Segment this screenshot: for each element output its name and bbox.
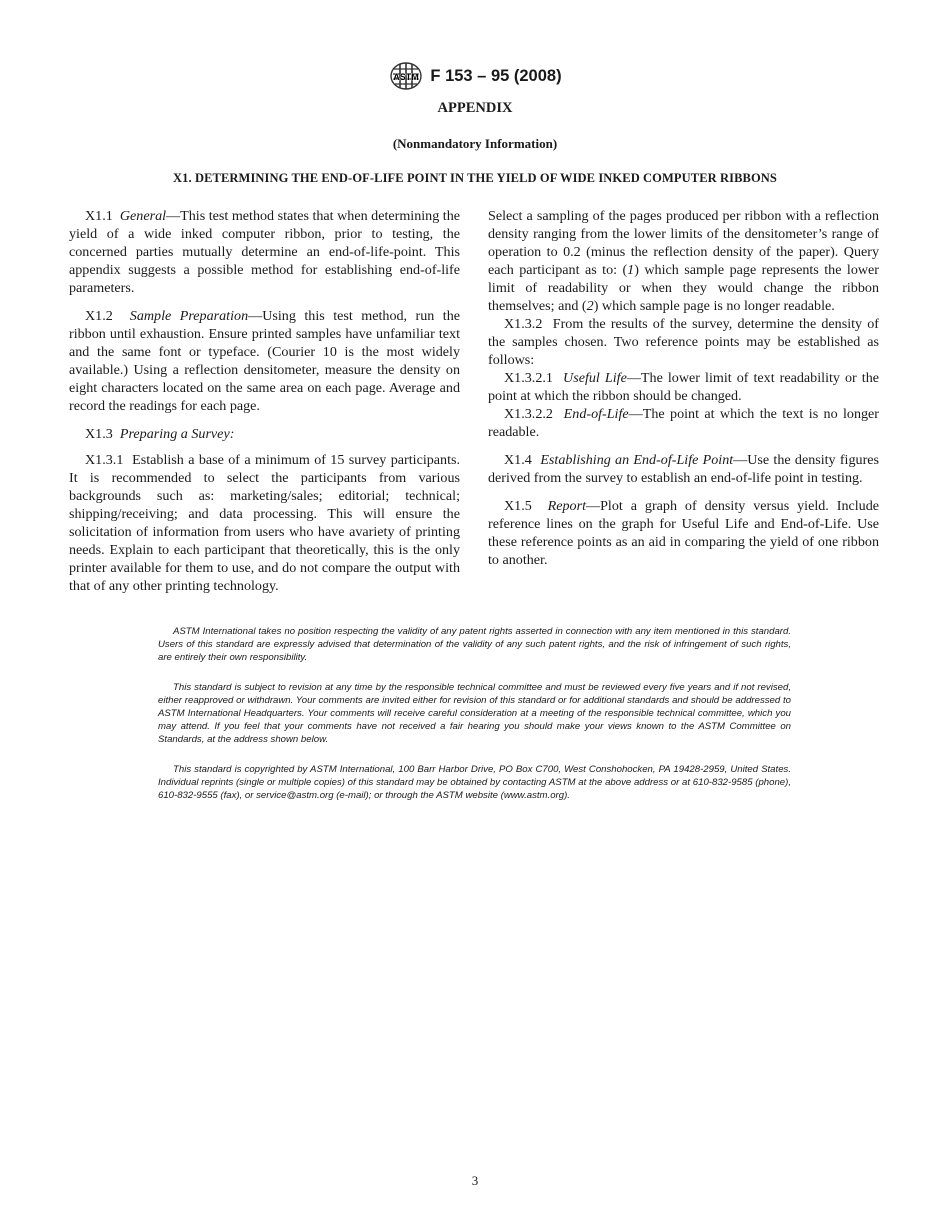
left-column	[69, 207, 460, 595]
paragraph-x1-3: X1.3 Preparing a Survey:	[85, 426, 235, 442]
paragraph-x1-3-2-1: X1.3.2.1 Useful Life—The lower limit of text readability or the point at which the ribbon should be changed.	[488, 370, 880, 404]
paragraph-x1-3-1-continued: Select a sampling of the pages produced per ribbon with a reflection density ranging from the lower limits of the densitometer’s range of operation to 0.2 (minus the reflection density of the paper). Query each participant as to: (1) which sample page represents the lower limit of readability or when they would change the ribbon themselves; and (2) which sample page is no longer readable.	[488, 208, 879, 314]
astm-logo-icon	[388, 60, 424, 92]
footer-notices	[158, 625, 791, 819]
standard-designation: F 153 – 95 (2008)	[430, 66, 562, 85]
patent-notice: ASTM International takes no position respecting the validity of any patent rights asserted in connection with any item mentioned in this standard. Users of this standard are expressly advised that determination of the validity of any such patent rights, and the risk of infringement of such rights, are entirely their own responsibility.	[158, 626, 791, 663]
page-number: 3	[471, 1173, 479, 1188]
paragraph-x1-3-2: X1.3.2 From the results of the survey, determine the density of the samples chosen. Two reference points may be established as follows:	[488, 316, 880, 368]
appendix-title: APPENDIX	[437, 100, 513, 116]
paragraph-x1-3-2-2: X1.3.2.2 End-of-Life—The point at which the text is no longer readable.	[488, 406, 879, 440]
document-header	[0, 60, 950, 97]
revision-notice: This standard is subject to revision at any time by the responsible technical committee and must be reviewed every five years and if not revised, either reapproved or withdrawn. Your comments are invited either for revision of this standard or for additional standards and should be addressed to ASTM International Headquarters. Your comments will receive careful consideration at a meeting of the responsible technical committee, which you may attend. If you feel that your comments have not received a fair hearing you should make your views known to the ASTM Committee on Standards, at the address shown below.	[158, 682, 791, 745]
svg-text:ASTM: ASTM	[393, 72, 420, 82]
appendix-subtitle: (Nonmandatory Information)	[392, 136, 558, 151]
section-title: X1. DETERMINING THE END-OF-LIFE POINT IN THE YIELD OF WIDE INKED COMPUTER RIBBONS	[173, 171, 777, 185]
paragraph-x1-1: X1.1 General—This test method states that when determining the yield of a wide inked computer ribbon, prior to testing, the concerned parties mutually determine an end-of-life-point. This appendix suggests a possible method for establishing end-of-life parameters.	[69, 208, 461, 296]
right-column	[488, 207, 879, 569]
paragraph-x1-5: X1.5 Report—Plot a graph of density versus yield. Include reference lines on the graph for Useful Life and End-of-Life. Use these reference points as an aid in comparing the yield of one ribbon to another.	[488, 498, 880, 568]
paragraph-x1-3-1: X1.3.1 Establish a base of a minimum of 15 survey participants. It is recommended to select the participants from various backgrounds such as: marketing/sales; editorial; technical; shipping/receiving; and data processing. This will ensure the solicitation of information from users who have avariety of printing needs. Explain to each participant that theoretically, this is the only printer available for them to use, and do not compare the output with that of any other printing technology.	[69, 452, 461, 594]
paragraph-x1-2: X1.2 Sample Preparation—Using this test method, run the ribbon until exhaustion. Ensure printed samples have unfamiliar text and the same font or typeface. (Courier 10 is the most widely available.) Using a reflection densitometer, measure the density on eight characters located on the same area on each page. Average and record the readings for each page.	[69, 308, 461, 414]
paragraph-x1-4: X1.4 Establishing an End-of-Life Point—Use the density figures derived from the survey to establish an end-of-life point in testing.	[488, 452, 879, 486]
copyright-notice: This standard is copyrighted by ASTM International, 100 Barr Harbor Drive, PO Box C700, West Conshohocken, PA 19428-2959, United States. Individual reprints (single or multiple copies) of this standard may be obtained by contacting ASTM at the above address or at 610-832-9585 (phone), 610-832-9555 (fax), or service@astm.org (e-mail); or through the ASTM website (www.astm.org).	[158, 764, 791, 801]
